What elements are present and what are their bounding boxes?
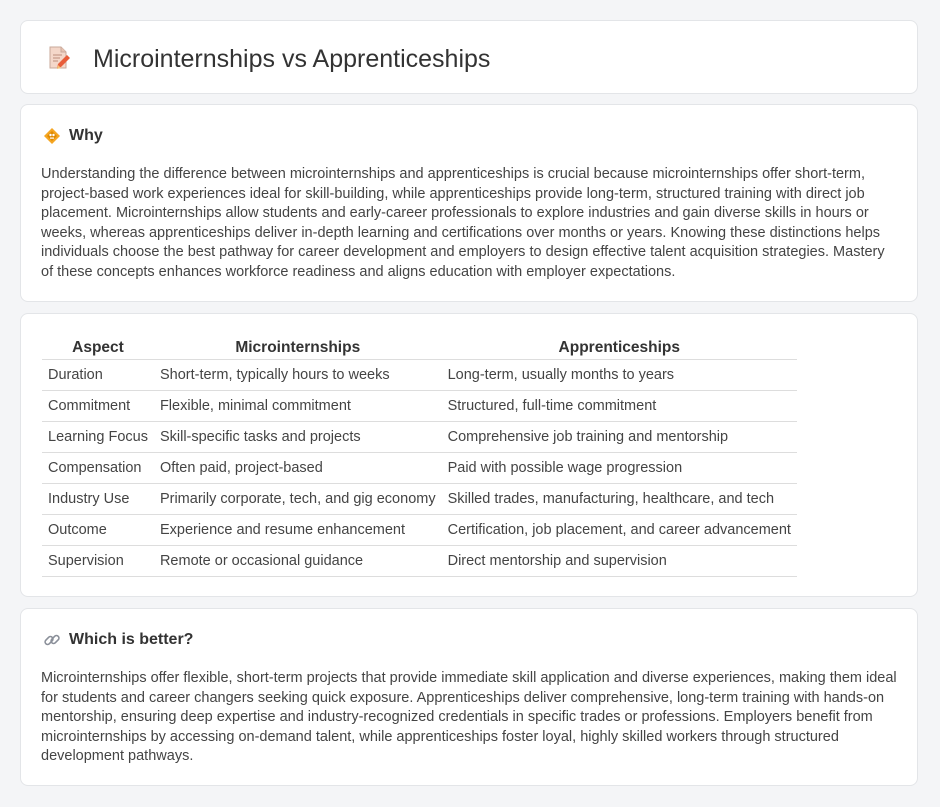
table-row — [42, 453, 797, 484]
column-header: Apprenticeships — [442, 336, 797, 360]
table-cell: Remote or occasional guidance — [154, 546, 442, 577]
better-text: Microinternships offer flexible, short-term projects that provide immediate skill application and diverse experiences, making them ideal for students and career changers seeking quick exposure. Apprenticeships deliver comprehensive, long-term training with hands-on mentorship, ensuring deep expertise and industry-recognized credentials in specific trades or professions. Employers benefit from microinternships by accessing on-demand talent, while apprenticeships foster loyal, highly skilled workers through structured development pathways. — [41, 670, 897, 765]
comparison-table — [42, 336, 797, 577]
why-section — [20, 104, 918, 302]
table-cell: Compensation — [42, 453, 154, 484]
table-cell: Commitment — [42, 391, 154, 422]
table-cell: Structured, full-time commitment — [442, 391, 797, 422]
column-header: Microinternships — [154, 336, 442, 360]
table-cell: Paid with possible wage progression — [442, 453, 797, 484]
table-cell: Primarily corporate, tech, and gig economy — [154, 484, 442, 515]
column-header: Aspect — [42, 336, 154, 360]
which-is-better-section — [20, 608, 918, 786]
header-card — [20, 20, 918, 94]
table-header-row — [42, 336, 797, 360]
document-pencil-icon — [47, 45, 71, 71]
table-row — [42, 360, 797, 391]
why-text: Understanding the difference between microinternships and apprenticeships is crucial because microinternships offer short-term, project-based work experiences ideal for skill-building, while apprenticeships provide long-term, structured training with direct job placement. Microinternships allow students and early-career professionals to explore industries and gain diverse skills in hours or weeks, whereas apprenticeships deliver in-depth learning and certifications over months or years. Knowing these distinctions helps individuals choose the best pathway for career development and employers to design effective talent acquisition strategies. Mastery of these concepts enhances workforce readiness and aligns education with employer expectations. — [41, 166, 885, 280]
table-cell: Skill-specific tasks and projects — [154, 422, 442, 453]
better-title: Which is better? — [69, 631, 194, 648]
better-heading — [43, 629, 193, 651]
table-cell: Direct mentorship and supervision — [442, 546, 797, 577]
table-row — [42, 515, 797, 546]
diamond-warning-icon — [43, 127, 61, 145]
table-cell: Supervision — [42, 546, 154, 577]
table-row — [42, 422, 797, 453]
table-row — [42, 391, 797, 422]
comparison-section — [20, 313, 918, 597]
why-heading — [43, 125, 103, 147]
table-cell: Learning Focus — [42, 422, 154, 453]
page-title: Microinternships vs Apprenticeships — [93, 45, 491, 73]
table-cell: Long-term, usually months to years — [442, 360, 797, 391]
table-cell: Comprehensive job training and mentorship — [442, 422, 797, 453]
table-cell: Flexible, minimal commitment — [154, 391, 442, 422]
table-cell: Often paid, project-based — [154, 453, 442, 484]
table-cell: Certification, job placement, and career advancement — [442, 515, 797, 546]
table-cell: Skilled trades, manufacturing, healthcare, and tech — [442, 484, 797, 515]
table-cell: Short-term, typically hours to weeks — [154, 360, 442, 391]
table-cell: Experience and resume enhancement — [154, 515, 442, 546]
link-icon — [43, 631, 61, 649]
table-row — [42, 484, 797, 515]
table-cell: Duration — [42, 360, 154, 391]
table-row — [42, 546, 797, 577]
why-title: Why — [69, 127, 103, 144]
table-cell: Industry Use — [42, 484, 154, 515]
table-cell: Outcome — [42, 515, 154, 546]
